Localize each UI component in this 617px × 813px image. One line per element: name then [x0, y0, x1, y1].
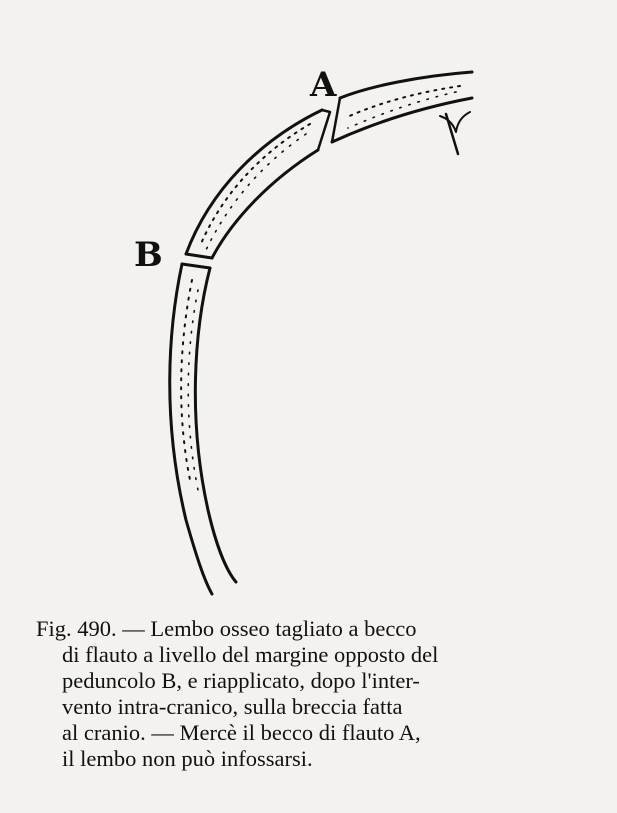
caption-line: il lembo non può infossarsi. — [62, 746, 313, 771]
caption-line: di flauto a livello del margine opposto del — [62, 642, 439, 667]
bone-flap — [186, 110, 330, 258]
skull-segment-right — [332, 72, 472, 154]
caption-line: peduncolo B, e riapplicato, dopo l'inter- — [62, 668, 420, 693]
label-a: A — [310, 65, 337, 105]
caption-line: al cranio. — Mercè il becco di flauto A, — [62, 720, 421, 745]
label-b: B — [134, 235, 163, 275]
caption-line: Fig. 490. — Lembo osseo tagliato a becco — [36, 616, 417, 641]
skull-segment-left — [170, 264, 236, 594]
figure-caption — [36, 616, 586, 772]
caption-line: vento intra-cranico, sulla breccia fatta — [62, 694, 403, 719]
